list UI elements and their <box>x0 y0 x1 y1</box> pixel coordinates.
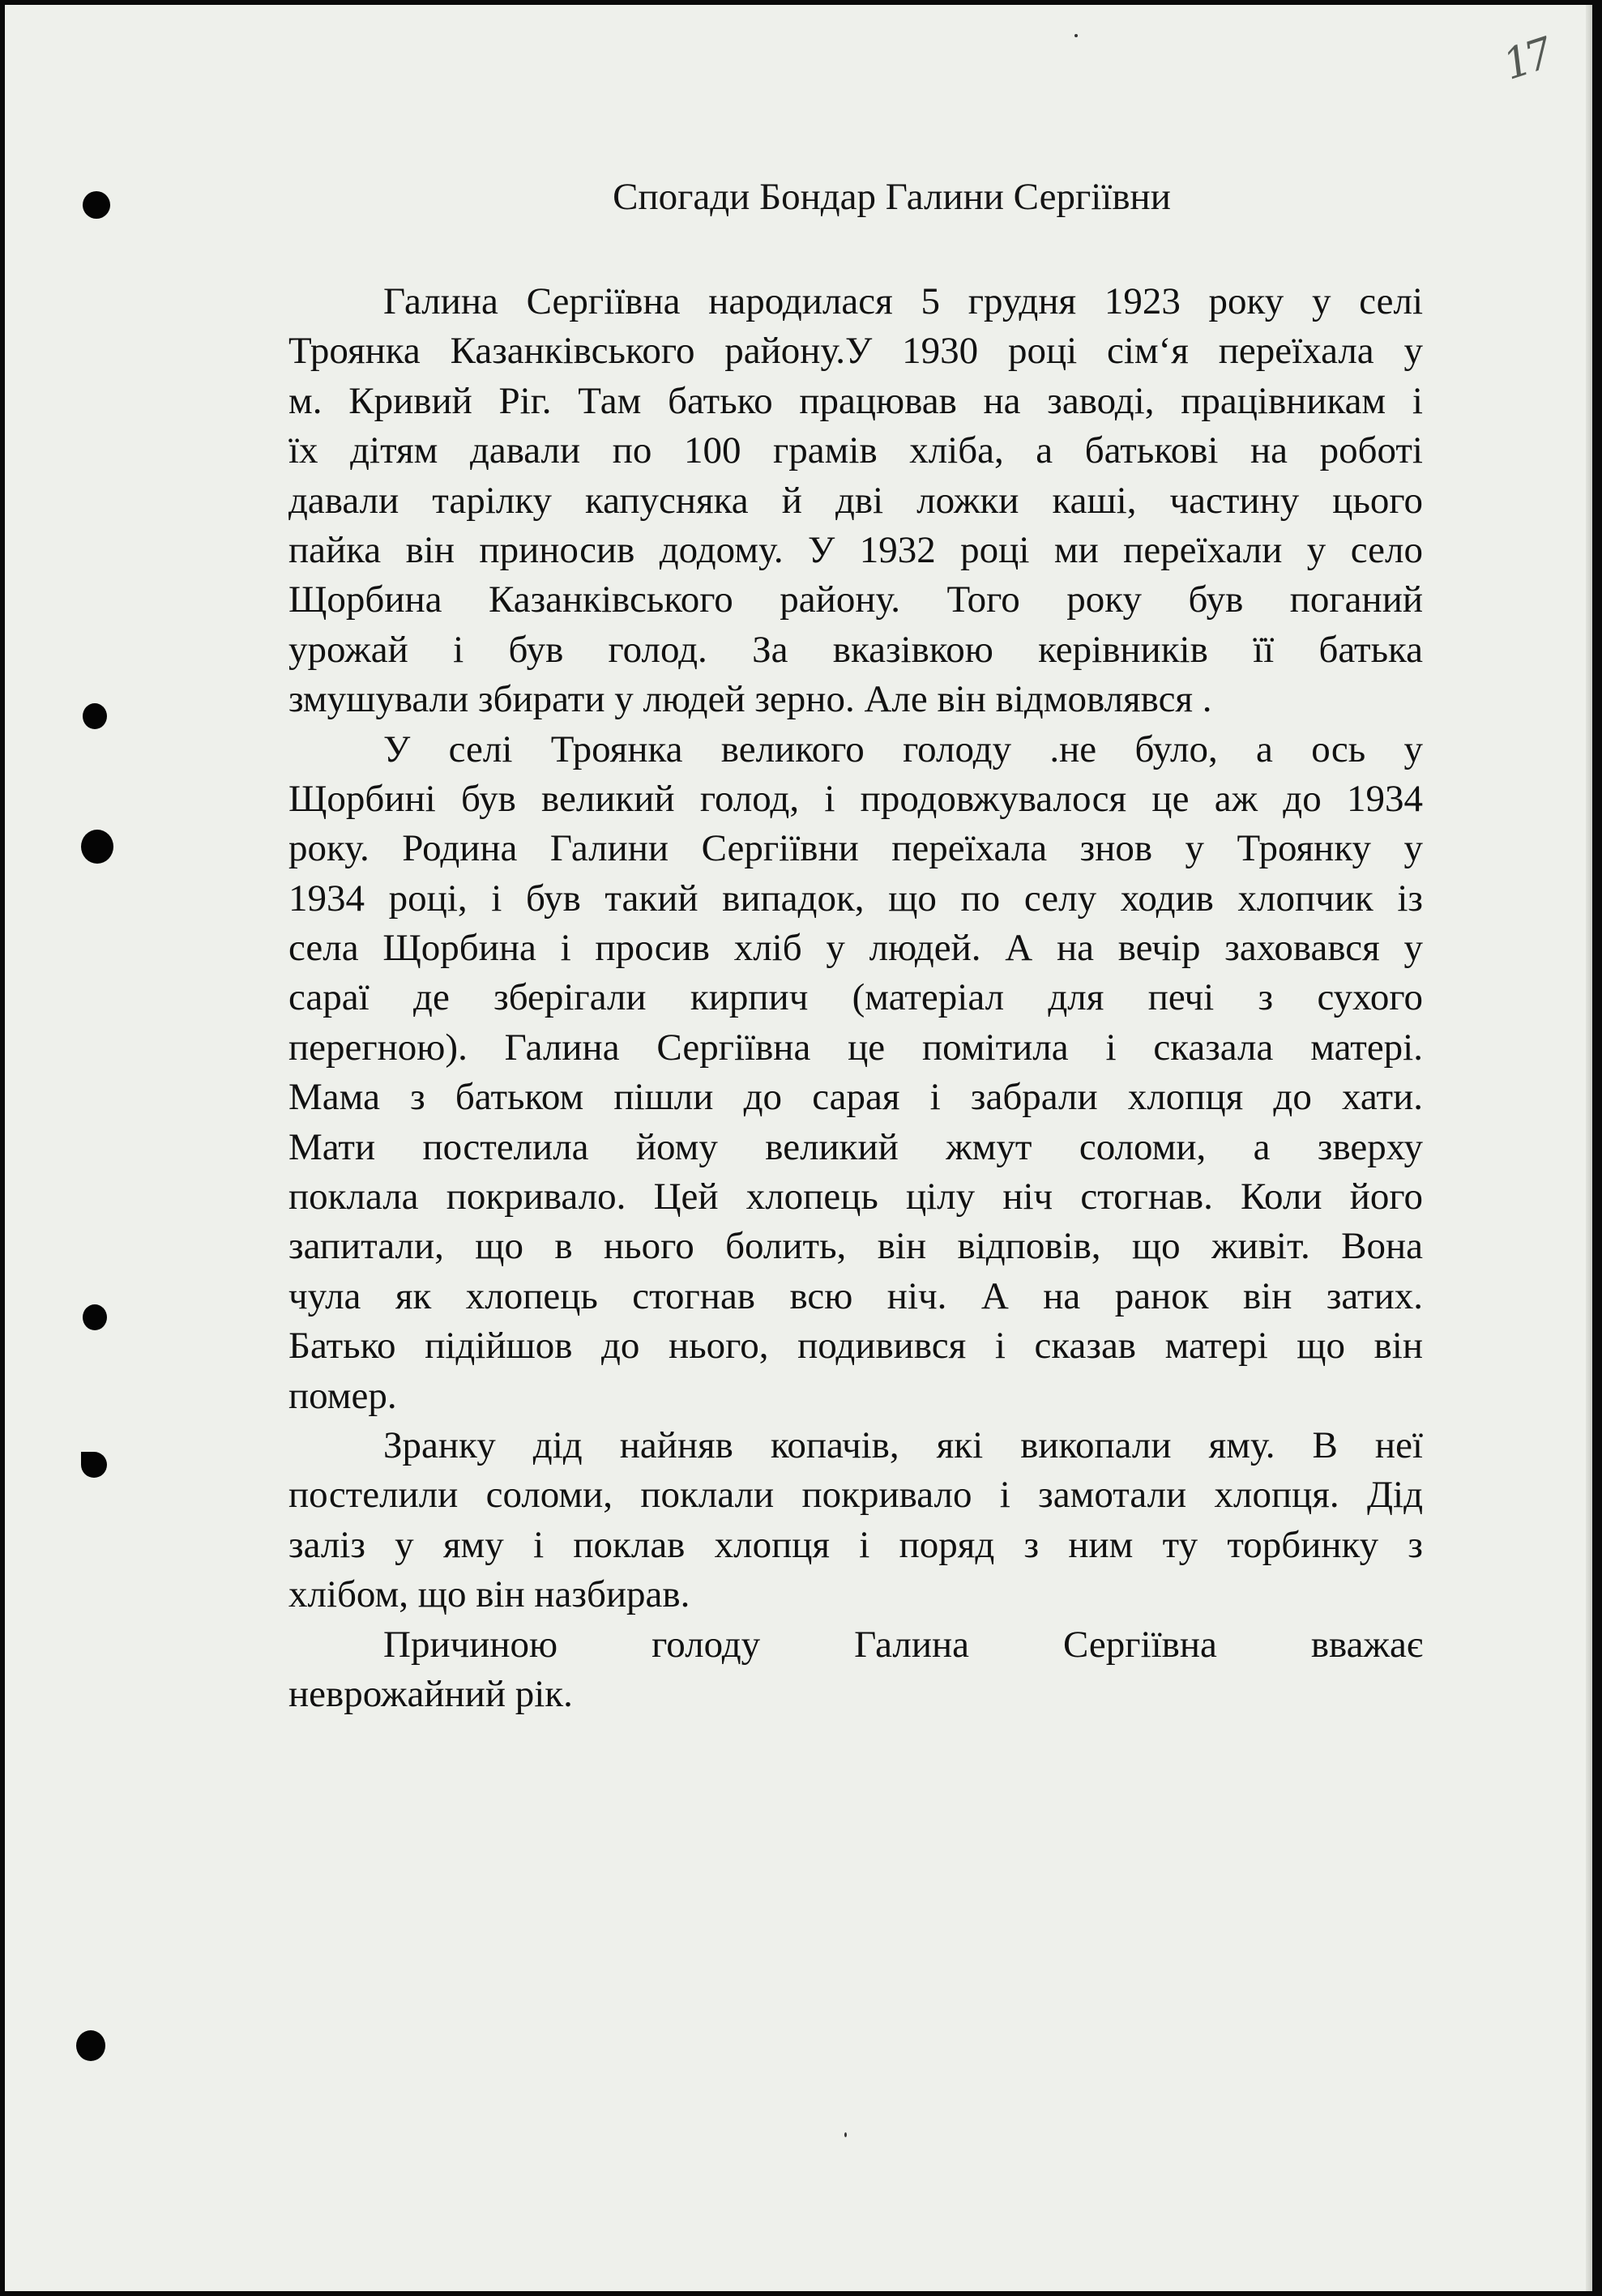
text-line: Мама з батьком пішли до сарая і забрали хлопця до хати. <box>288 1076 1423 1119</box>
text-line: їх дітям давали по 100 грамів хліба, а батькові на роботі <box>288 429 1423 472</box>
text-line: Батько підійшов до нього, подивився і сказав матері що він <box>288 1325 1423 1368</box>
text-line: заліз у яму і поклав хлопця і поряд з ним ту торбинку з <box>288 1523 1423 1566</box>
text-line: неврожайний рік. <box>288 1672 573 1715</box>
text-line: хлібом, що він назбирав. <box>288 1573 690 1616</box>
text-line: поклала покривало. Цей хлопець цілу ніч стогнав. Коли його <box>288 1176 1423 1218</box>
paragraph <box>288 1620 1423 1720</box>
text-line: Зранку дід найняв копачів, які викопали яму. В неї <box>383 1423 1423 1466</box>
paragraph <box>288 725 1423 1421</box>
text-line: постелили соломи, поклали покривало і замотали хлопця. Дід <box>288 1474 1423 1517</box>
text-line: перегною). Галина Сергіївна це помітила і сказала матері. <box>288 1026 1423 1069</box>
scan-speck <box>1074 34 1078 37</box>
paper-edge <box>1586 5 1592 2291</box>
text-line: сараї де зберігали кирпич (матеріал для печі з сухого <box>288 976 1423 1019</box>
text-line: 1934 році, і був такий випадок, що по селу ходив хлопчик із <box>288 877 1423 920</box>
text-line: Щорбина Казанківського району. Того року був поганий <box>288 578 1423 621</box>
document-title: Спогади Бондар Галини Сергіївни <box>613 176 1171 218</box>
document-page <box>5 5 1592 2291</box>
punch-hole <box>81 830 113 864</box>
text-line: чула як хлопець стогнав всю ніч. А на ранок він затих. <box>288 1274 1423 1317</box>
text-line: Щорбині був великий голод, і продовжувалося це аж до 1934 <box>288 777 1423 820</box>
text-line: урожай і був голод. За вказівкою керівників її батька <box>288 628 1423 671</box>
text-line: запитали, що в нього болить, він відповів, що живіт. Вона <box>288 1225 1423 1268</box>
text-line: пайка він приносив додому. У 1932 році ми переїхали у село <box>288 528 1423 571</box>
handwritten-page-number: 17 <box>1497 30 1555 90</box>
text-line: села Щорбина і просив хліб у людей. А на вечір заховався у <box>288 927 1423 970</box>
paragraph <box>288 1421 1423 1620</box>
text-line: Троянка Казанківського району.У 1930 році сім‘я переїхала у <box>288 330 1423 373</box>
text-line: Галина Сергіївна народилася 5 грудня 1923 року у селі <box>383 280 1423 322</box>
text-line: Мати постелила йому великий жмут соломи, а зверху <box>288 1125 1423 1168</box>
text-line: змушували збирати у людей зерно. Але він відмовлявся . <box>288 678 1212 721</box>
text-line: помер. <box>288 1374 397 1417</box>
punch-hole <box>83 1304 107 1330</box>
text-line: давали тарілку капусняка й дві ложки каші, частину цього <box>288 479 1423 522</box>
text-line: м. Кривий Ріг. Там батько працював на заводі, працівникам і <box>288 379 1423 422</box>
text-line: Причиною голоду Галина Сергіївна вважає <box>383 1623 1423 1666</box>
paragraph <box>288 277 1423 725</box>
punch-hole <box>83 703 107 729</box>
document-body <box>288 277 1423 1719</box>
punch-hole <box>76 2030 105 2061</box>
punch-hole <box>81 1452 107 1478</box>
text-line: року. Родина Галини Сергіївни переїхала знов у Троянку у <box>288 827 1423 870</box>
scan-speck <box>844 2132 847 2137</box>
text-line: У селі Троянка великого голоду .не було, а ось у <box>383 728 1423 770</box>
